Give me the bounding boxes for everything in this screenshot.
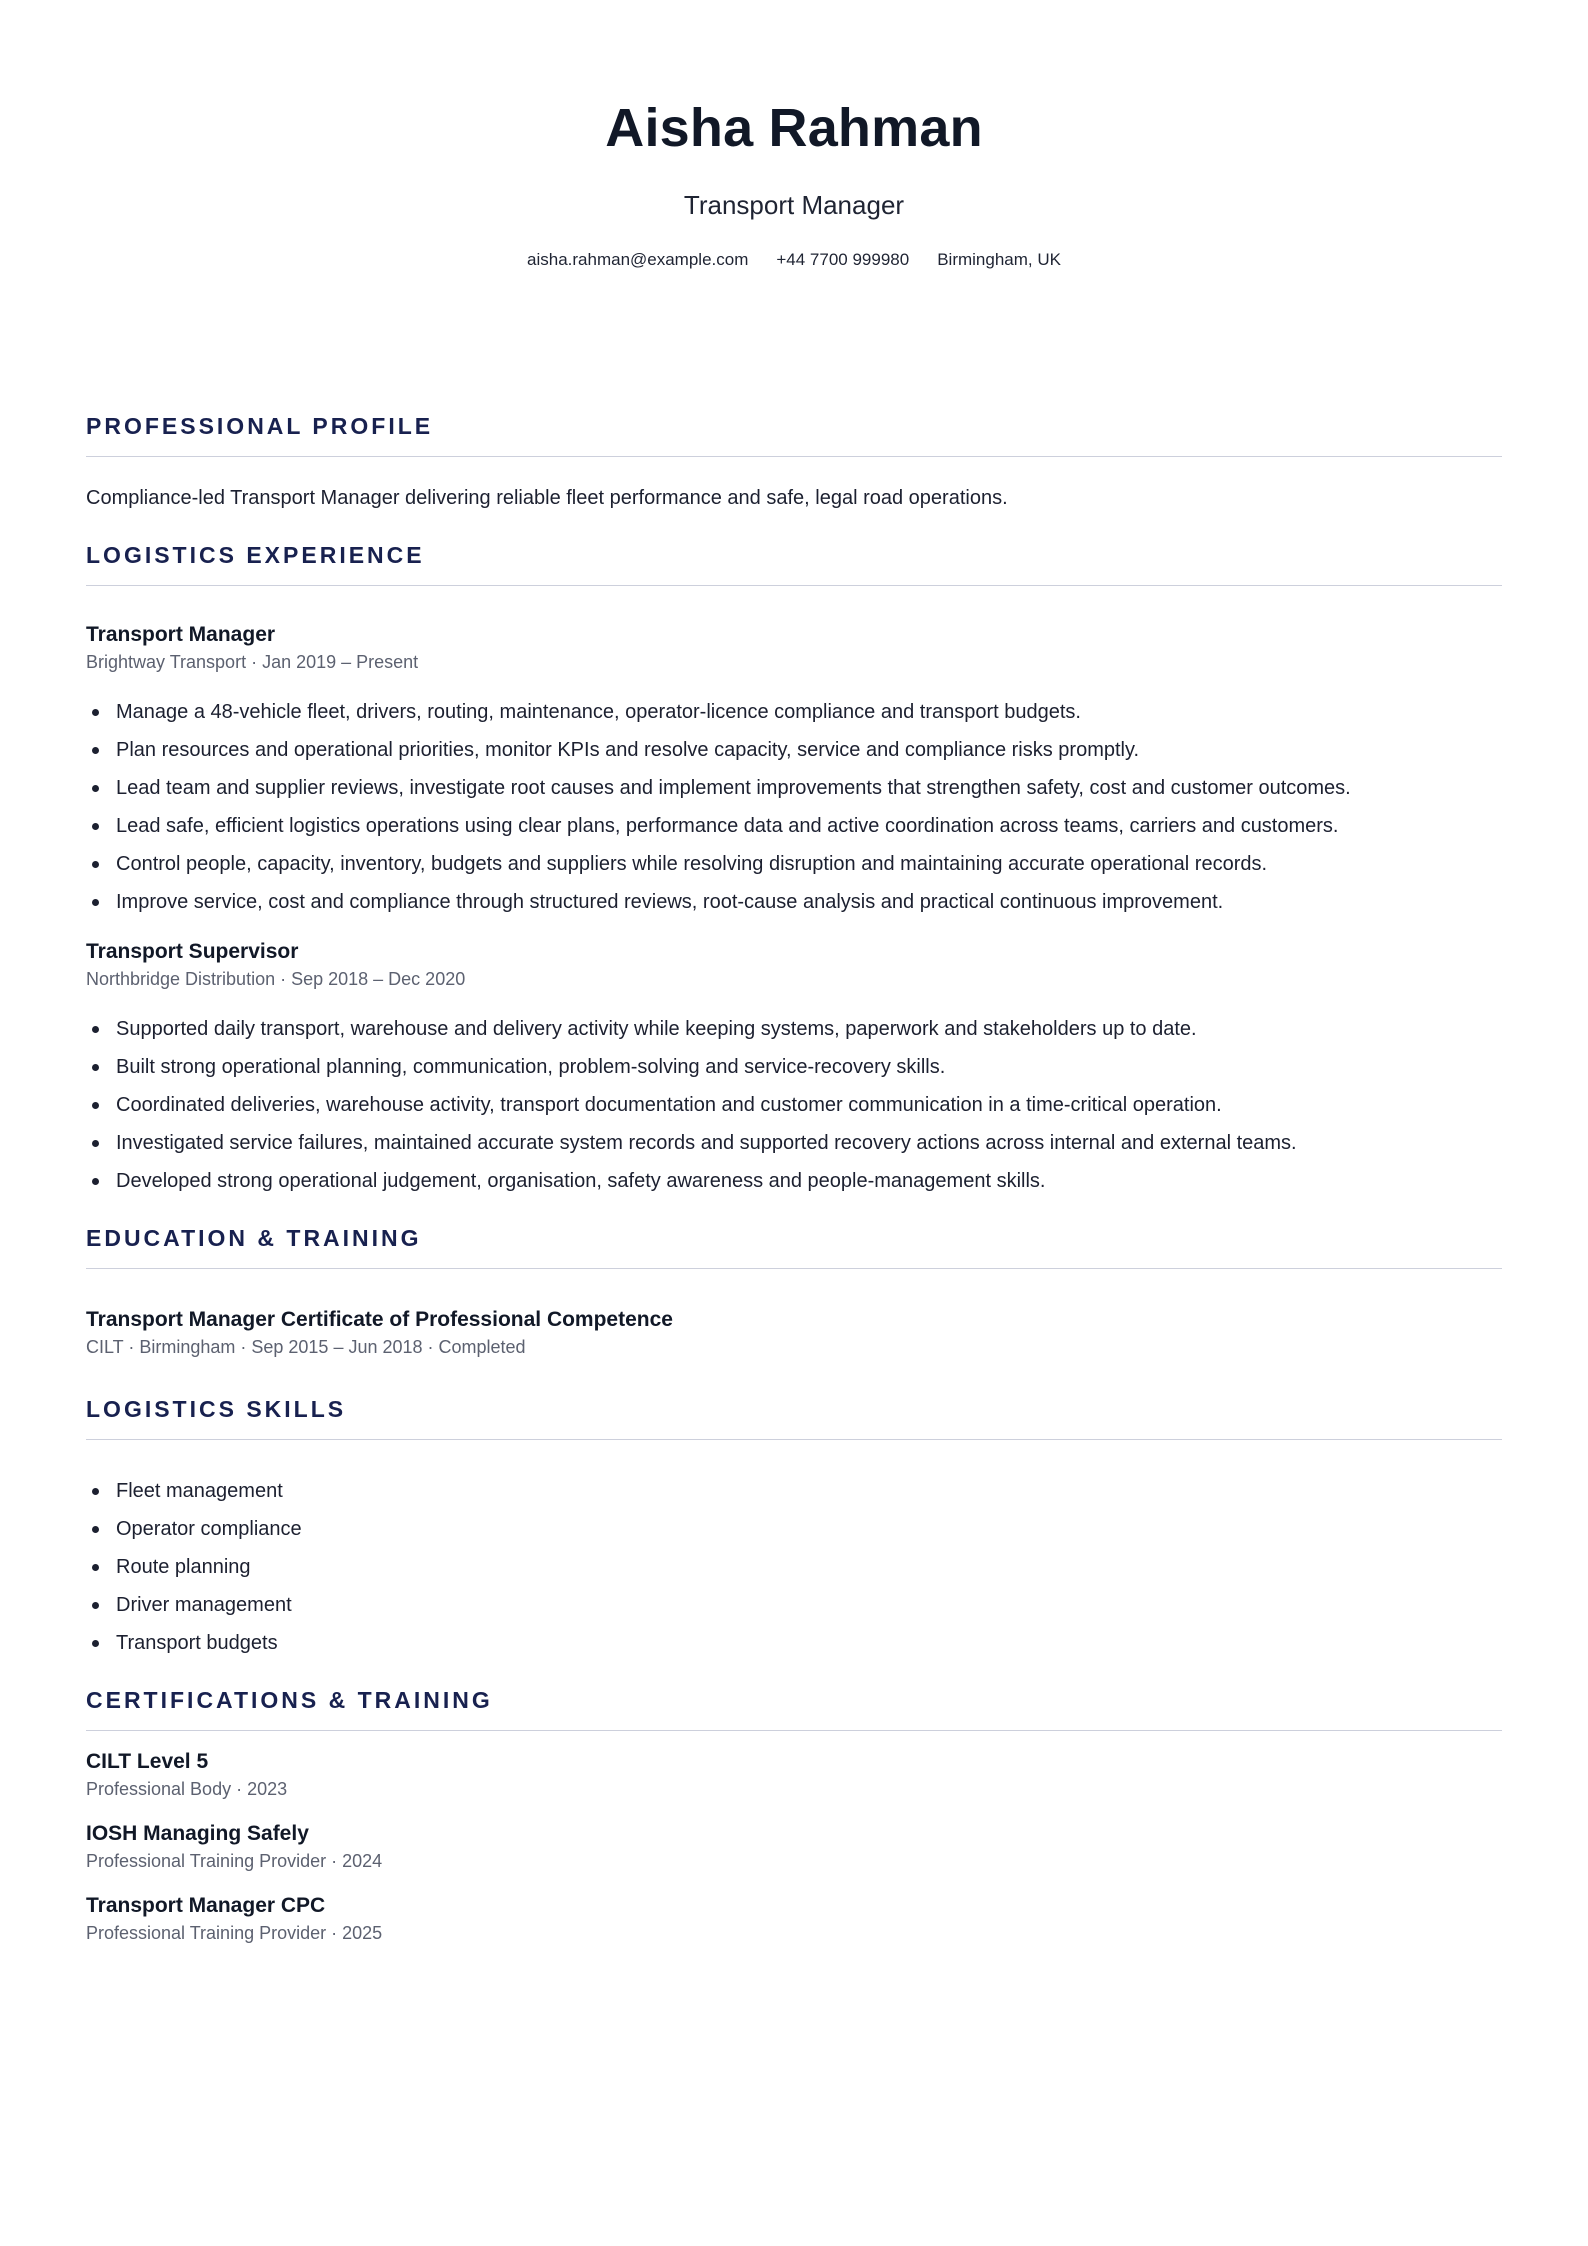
- section-title-experience: LOGISTICS EXPERIENCE: [86, 541, 1502, 586]
- education-entry: [86, 1307, 1502, 1359]
- contact-line: [86, 250, 1502, 270]
- resume-header: [86, 0, 1502, 270]
- skills-list: [86, 1472, 1502, 1662]
- bullet-item: Coordinated deliveries, warehouse activity, transport documentation and customer communication in a time-critical operation.: [116, 1086, 1502, 1124]
- certification-title: Transport Manager CPC: [86, 1894, 326, 1917]
- job-title: Transport Manager: [86, 623, 276, 646]
- certification-meta: Professional Training Provider · 2024: [86, 1851, 383, 1871]
- bullet-item: Lead team and supplier reviews, investigate root causes and implement improvements that strengthen safety, cost and customer outcomes.: [116, 769, 1502, 807]
- bullet-item: Built strong operational planning, communication, problem-solving and service-recovery skills.: [116, 1048, 1502, 1086]
- candidate-role: Transport Manager: [683, 190, 905, 220]
- contact-location: Birmingham, UK: [937, 250, 1061, 269]
- skill-item: Route planning: [116, 1548, 1502, 1586]
- bullet-item: Developed strong operational judgement, organisation, safety awareness and people-management skills.: [116, 1162, 1502, 1200]
- certification-entry: [86, 1893, 1502, 1945]
- section-experience: [86, 541, 1502, 1200]
- bullet-item: Lead safe, efficient logistics operations using clear plans, performance data and active coordination across teams, carriers and customers.: [116, 807, 1502, 845]
- education-title: Transport Manager Certificate of Professional Competence: [86, 1308, 673, 1331]
- skill-item: Operator compliance: [116, 1510, 1502, 1548]
- contact-phone: +44 7700 999980: [776, 250, 910, 269]
- job-meta: Northbridge Distribution · Sep 2018 – Dec 2020: [86, 969, 466, 989]
- certification-meta: Professional Training Provider · 2025: [86, 1923, 383, 1943]
- section-title-certifications: CERTIFICATIONS & TRAINING: [86, 1686, 1502, 1731]
- job-entry: [86, 622, 1502, 921]
- contact-email[interactable]: aisha.rahman@example.com: [527, 250, 749, 269]
- certification-entry: [86, 1749, 1502, 1801]
- bullet-item: Investigated service failures, maintained accurate system records and supported recovery actions across internal and external teams.: [116, 1124, 1502, 1162]
- bullet-item: Manage a 48-vehicle fleet, drivers, routing, maintenance, operator-licence compliance and transport budgets.: [116, 693, 1502, 731]
- certification-title: CILT Level 5: [86, 1750, 209, 1773]
- job-bullets: [86, 1010, 1502, 1200]
- certification-meta: Professional Body · 2023: [86, 1779, 288, 1799]
- job-meta: Brightway Transport · Jan 2019 – Present: [86, 652, 419, 672]
- bullet-item: Plan resources and operational priorities, monitor KPIs and resolve capacity, service and compliance risks promptly.: [116, 731, 1502, 769]
- section-certifications: [86, 1686, 1502, 1945]
- section-skills: [86, 1395, 1502, 1662]
- section-title-skills: LOGISTICS SKILLS: [86, 1395, 1502, 1440]
- section-profile: [86, 412, 1502, 511]
- section-education: [86, 1224, 1502, 1359]
- bullet-item: Improve service, cost and compliance through structured reviews, root-cause analysis and practical continuous improvement.: [116, 883, 1502, 921]
- skill-item: Transport budgets: [116, 1624, 1502, 1662]
- job-bullets: [86, 693, 1502, 921]
- certification-title: IOSH Managing Safely: [86, 1822, 309, 1845]
- candidate-name: Aisha Rahman: [605, 98, 983, 158]
- bullet-item: Supported daily transport, warehouse and delivery activity while keeping systems, paperwork and stakeholders up to date.: [116, 1010, 1502, 1048]
- education-meta: CILT · Birmingham · Sep 2015 – Jun 2018 · Completed: [86, 1337, 526, 1357]
- skill-item: Driver management: [116, 1586, 1502, 1624]
- job-entry: [86, 939, 1502, 1200]
- section-title-profile: PROFESSIONAL PROFILE: [86, 412, 1502, 457]
- bullet-item: Control people, capacity, inventory, budgets and suppliers while resolving disruption and maintaining accurate operational records.: [116, 845, 1502, 883]
- job-title: Transport Supervisor: [86, 940, 299, 963]
- section-title-education: EDUCATION & TRAINING: [86, 1224, 1502, 1269]
- skill-item: Fleet management: [116, 1472, 1502, 1510]
- profile-summary: Compliance-led Transport Manager delivering reliable fleet performance and safe, legal road operations.: [86, 487, 1008, 509]
- certification-entry: [86, 1821, 1502, 1873]
